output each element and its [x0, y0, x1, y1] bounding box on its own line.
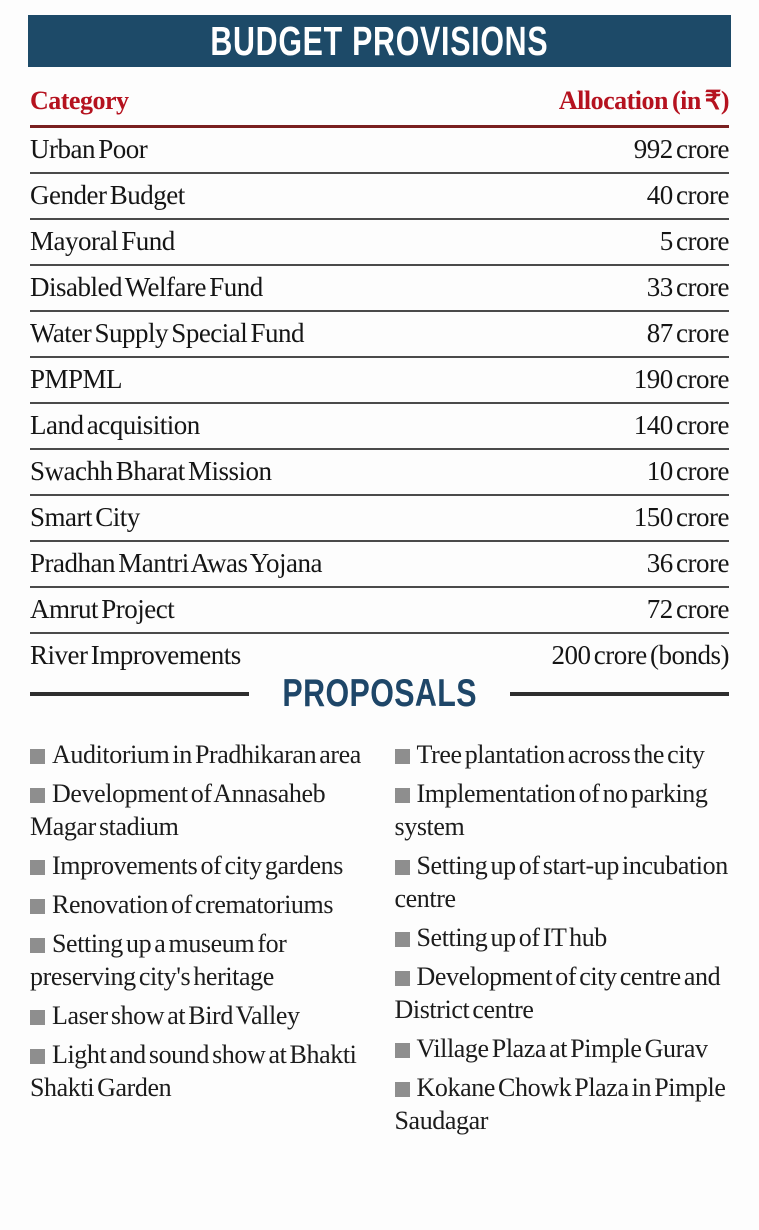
table-row	[30, 220, 729, 266]
category-cell: Urban Poor	[30, 134, 148, 164]
proposals-list	[30, 738, 735, 1143]
square-bullet-icon	[30, 1049, 45, 1064]
category-cell: Swachh Bharat Mission	[30, 456, 272, 486]
table-row	[30, 496, 729, 542]
square-bullet-icon	[395, 1043, 410, 1058]
table-row	[30, 128, 729, 174]
list-item	[30, 738, 371, 771]
list-item-text: Setting up of IT hub	[416, 923, 607, 952]
square-bullet-icon	[395, 971, 410, 986]
square-bullet-icon	[395, 932, 410, 947]
list-item	[30, 1038, 371, 1104]
list-item-text: Renovation of crematoriums	[52, 890, 334, 919]
table-row	[30, 588, 729, 634]
allocation-cell: 87 crore	[646, 318, 729, 348]
allocation-cell: 150 crore	[633, 502, 729, 532]
square-bullet-icon	[395, 749, 410, 764]
table-row	[30, 358, 729, 404]
list-item-text: Improvements of city gardens	[52, 851, 343, 880]
table-row	[30, 312, 729, 358]
category-cell: Mayoral Fund	[30, 226, 175, 256]
table-row	[30, 542, 729, 588]
category-cell: River Improvements	[30, 640, 241, 670]
column-header-allocation: Allocation (in ₹)	[558, 86, 729, 115]
list-item-text: Auditorium in Pradhikaran area	[52, 740, 361, 769]
list-item-text: Kokane Chowk Plaza in Pimple Saudagar	[394, 1073, 726, 1135]
list-item	[395, 1071, 736, 1137]
proposals-title: PROPOSALS	[282, 672, 477, 715]
allocation-cell: 190 crore	[633, 364, 729, 394]
category-cell: Disabled Welfare Fund	[30, 272, 263, 302]
list-item-text: Setting up of start-up incubation centre	[394, 851, 728, 913]
square-bullet-icon	[395, 788, 410, 803]
proposals-left-column	[30, 738, 371, 1143]
square-bullet-icon	[30, 899, 45, 914]
category-cell: Smart City	[30, 502, 140, 532]
list-item	[395, 738, 736, 771]
square-bullet-icon	[30, 788, 45, 803]
list-item-text: Setting up a museum for preserving city's heritage	[30, 929, 287, 991]
allocation-cell: 10 crore	[646, 456, 729, 486]
list-item-text: Tree plantation across the city	[416, 740, 705, 769]
right-rule-divider	[510, 692, 729, 696]
list-item-text: Light and sound show at Bhakti Shakti Garden	[30, 1040, 357, 1102]
list-item	[395, 849, 736, 915]
banner	[28, 15, 731, 67]
category-cell: PMPML	[30, 364, 123, 394]
list-item	[395, 1032, 736, 1065]
list-item	[30, 888, 371, 921]
allocation-cell: 36 crore	[646, 548, 729, 578]
square-bullet-icon	[30, 860, 45, 875]
proposals-right-column	[395, 738, 736, 1143]
allocation-table	[30, 86, 729, 678]
square-bullet-icon	[30, 749, 45, 764]
table-row	[30, 266, 729, 312]
column-header-category: Category	[30, 86, 129, 115]
list-item	[30, 849, 371, 882]
category-cell: Water Supply Special Fund	[30, 318, 305, 348]
list-item-text: Village Plaza at Pimple Gurav	[416, 1034, 708, 1063]
category-cell: Pradhan Mantri Awas Yojana	[30, 548, 322, 578]
category-cell: Land acquisition	[30, 410, 200, 440]
allocation-cell: 72 crore	[646, 594, 729, 624]
list-item	[395, 921, 736, 954]
list-item-text: Implementation of no parking system	[394, 779, 708, 841]
table-row	[30, 174, 729, 220]
square-bullet-icon	[395, 1082, 410, 1097]
table-row	[30, 404, 729, 450]
banner-title: BUDGET PROVISIONS	[210, 17, 549, 64]
list-item	[395, 777, 736, 843]
square-bullet-icon	[30, 1010, 45, 1025]
left-rule-divider	[30, 692, 249, 696]
proposals-header	[30, 668, 729, 720]
list-item-text: Laser show at Bird Valley	[52, 1001, 300, 1030]
category-cell: Amrut Project	[30, 594, 175, 624]
list-item	[30, 777, 371, 843]
allocation-cell: 40 crore	[646, 180, 729, 210]
list-item-text: Development of Annasaheb Magar stadium	[30, 779, 326, 841]
allocation-cell: 200 crore (bonds)	[551, 640, 729, 670]
table-row	[30, 450, 729, 496]
allocation-cell: 33 crore	[646, 272, 729, 302]
list-item	[30, 999, 371, 1032]
list-item	[395, 960, 736, 1026]
allocation-cell: 5 crore	[659, 226, 729, 256]
allocation-cell: 992 crore	[633, 134, 729, 164]
table-header-row	[30, 86, 729, 128]
square-bullet-icon	[30, 938, 45, 953]
square-bullet-icon	[395, 860, 410, 875]
list-item	[30, 927, 371, 993]
category-cell: Gender Budget	[30, 180, 185, 210]
list-item-text: Development of city centre and District centre	[394, 962, 721, 1024]
allocation-cell: 140 crore	[633, 410, 729, 440]
